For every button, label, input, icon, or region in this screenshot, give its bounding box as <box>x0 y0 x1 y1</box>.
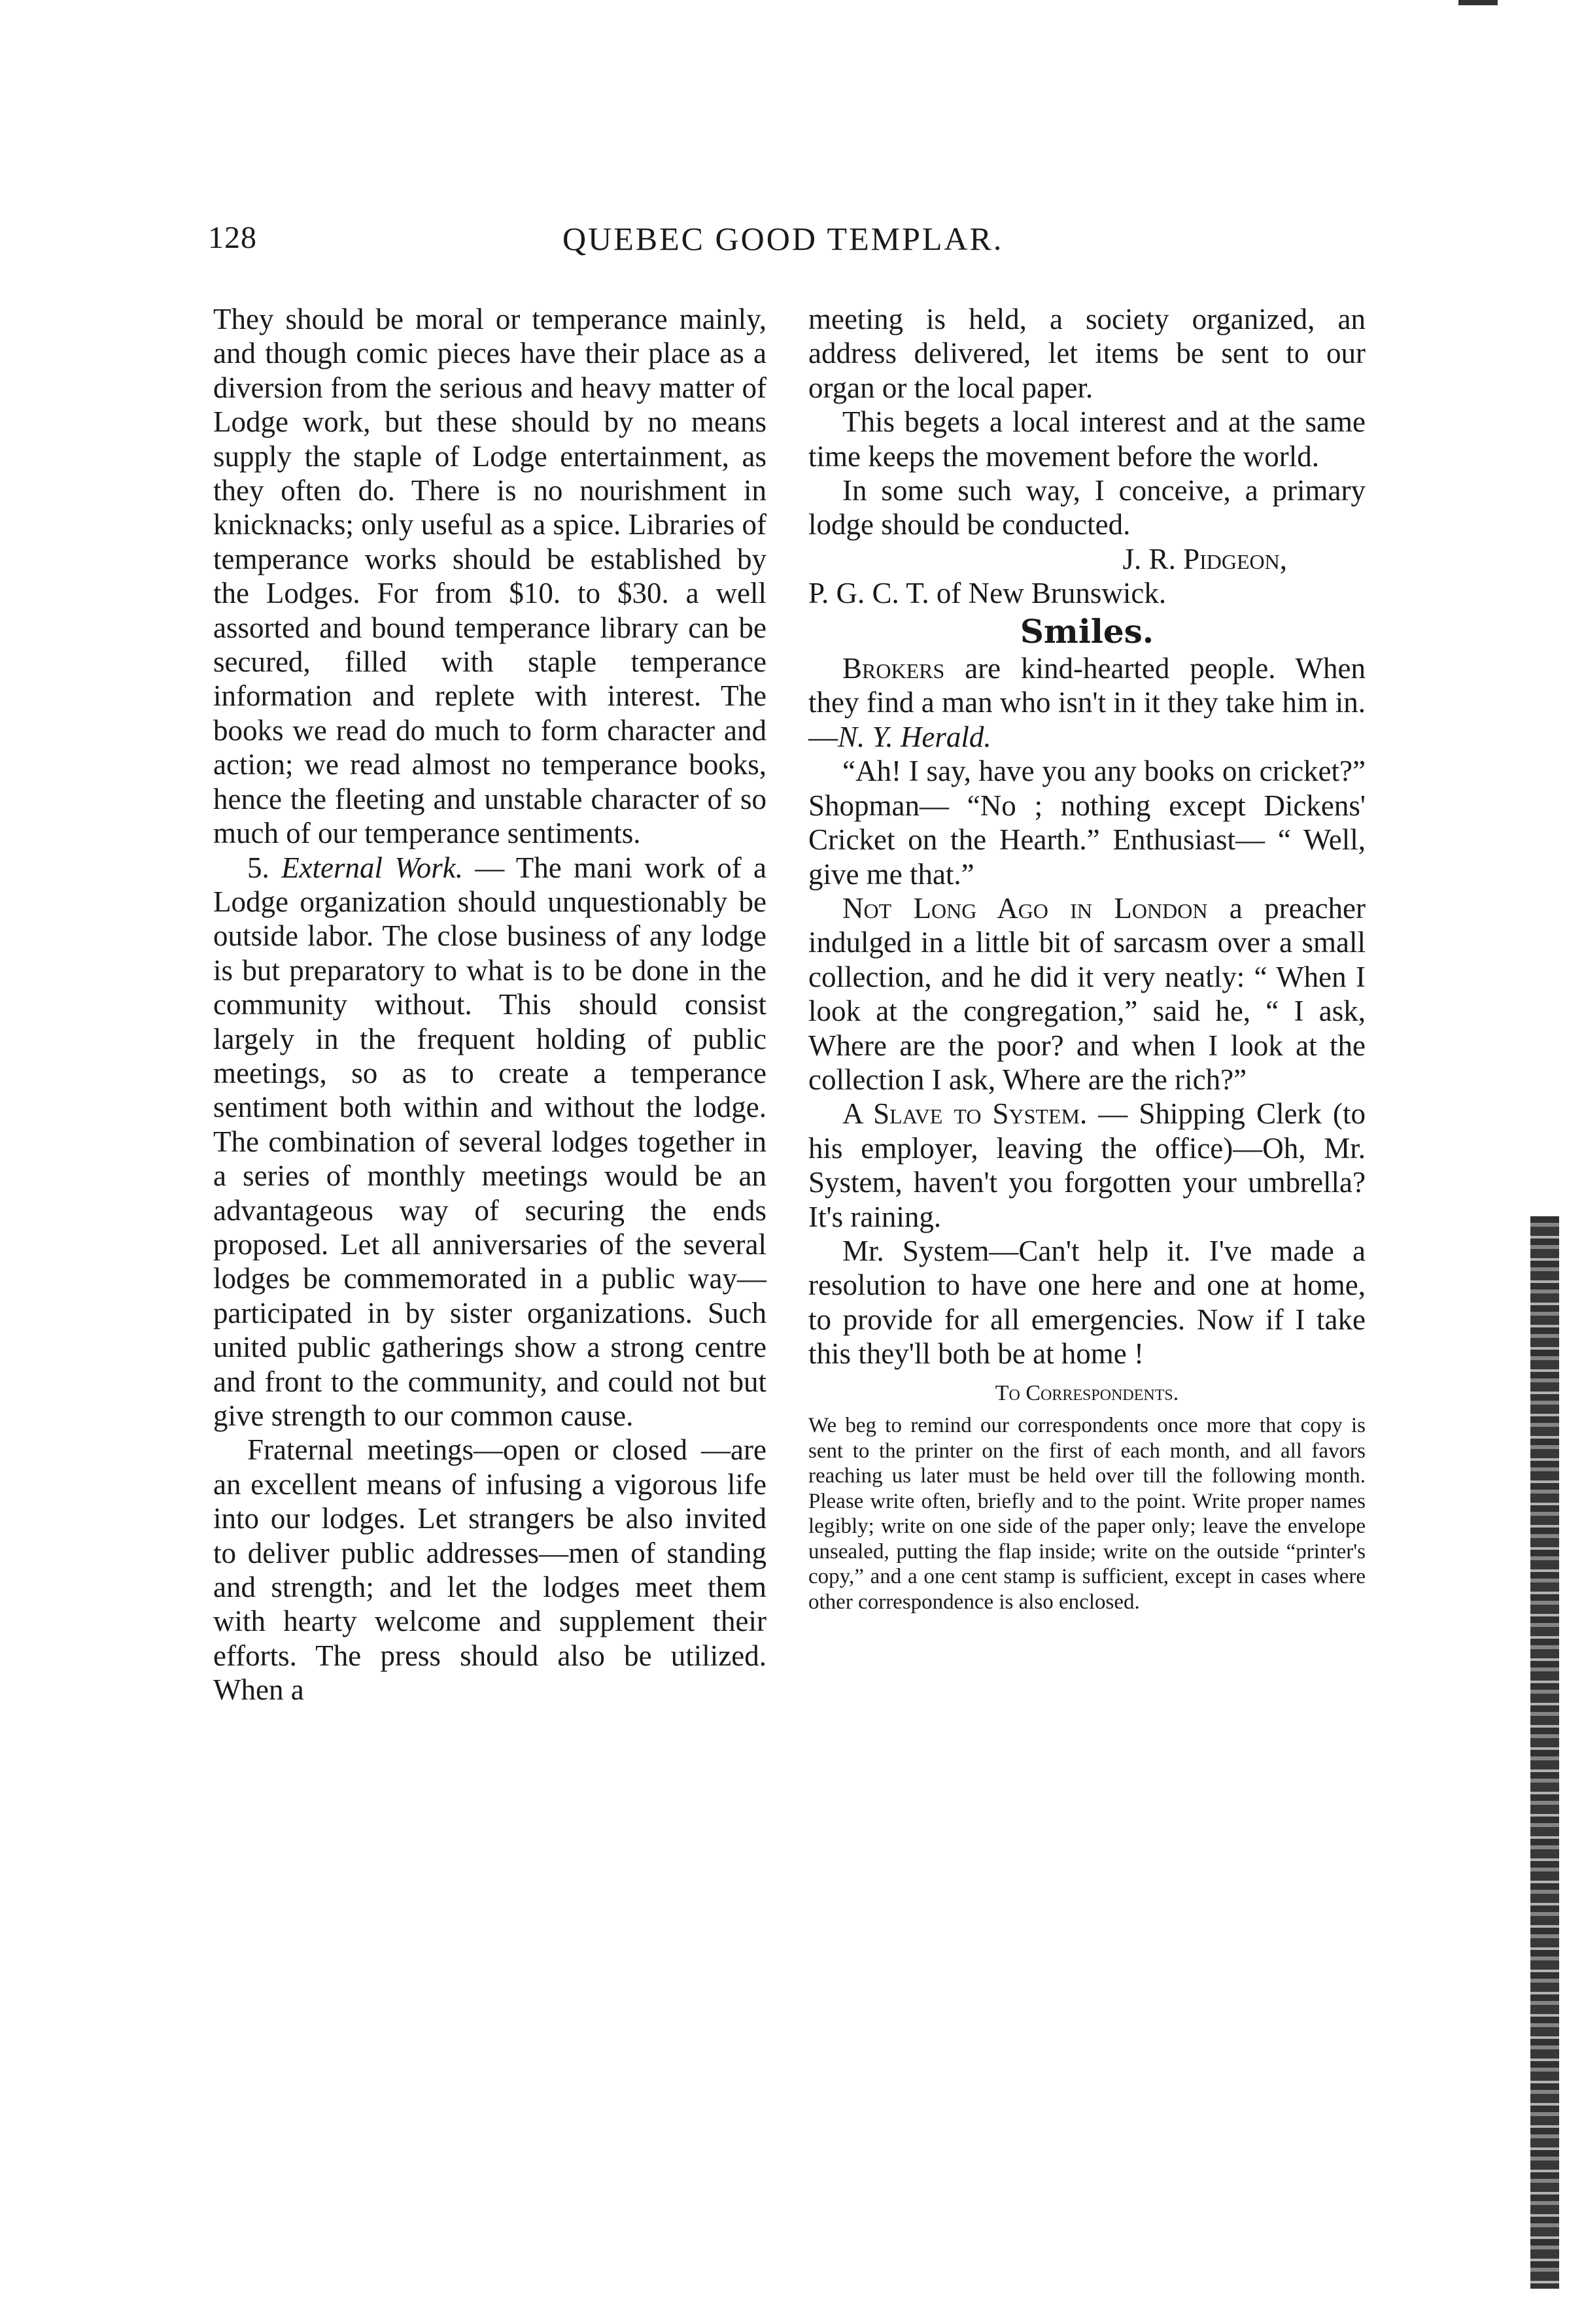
section-body: — The mani work of a Lodge organization should unquestionably be outside labor. The close business of any lodge is but preparatory to what is to be done in the community without. This should consist largely in the frequent holding of public meetings, so as to create a temperance sentiment both within and without the lodge. The combination of several lodges together in a series of monthly meetings would be an advantageous way of securing the ends proposed. Let all anniversaries of the several lodges be commemorated in a public way—participated in by sister organizations. Such united public gatherings show a strong centre and front to the community, and could not but give strength to our common cause. <box>213 851 766 1432</box>
joke-system-reply: Mr. System—Can't help it. I've made a resolution to have one here and one at home, to provide for all emergencies. Now if I take this they'll both be at home ! <box>808 1234 1366 1371</box>
joke-body: a preacher indulged in a little bit of sarcasm over a small collection, and he did it very neatly: “ When I look at the congregation,” said he, “ I ask, Where are the poor? and when I look at the collection I ask, Where are the rich?” <box>808 891 1366 1096</box>
smiles-heading: Smiles. <box>1020 611 1154 651</box>
joke-cricket: “Ah! I say, have you any books on cricket?” Shopman— “No ; nothing except Dickens' Cricket on the Hearth.” Enthusiast— “ Well, give me that.” <box>808 755 1366 891</box>
joke-source: N. Y. Herald. <box>838 720 991 753</box>
joke-body: — Shipping Clerk (to his employer, leaving the office)—Oh, Mr. System, haven't you forgotten your umbrella? It's raining. <box>808 1097 1366 1233</box>
section-heading-external-work: External Work. <box>281 851 463 884</box>
page-edge-strip <box>1530 1216 1559 2289</box>
signature-name: J. R. Pidgeon, <box>1122 542 1287 575</box>
joke-lead: A Slave to System. <box>842 1097 1088 1131</box>
right-paragraph-3: In some such way, I conceive, a primary lodge should be conducted. <box>808 474 1366 541</box>
right-column <box>808 302 1366 1615</box>
joke-lead: Not Long Ago in London <box>842 891 1208 925</box>
right-paragraph-1: meeting is held, a society organized, an address delivered, let items be sent to our organ or the local paper. <box>808 303 1366 404</box>
right-paragraph-2: This begets a local interest and at the same time keeps the movement before the world. <box>808 405 1366 473</box>
left-paragraph-2 <box>213 851 766 1433</box>
page-number: 128 <box>208 220 257 255</box>
joke-london <box>808 891 1366 1097</box>
left-paragraph-1: They should be moral or temperance mainly, and though comic pieces have their place as a diversion from the serious and heavy matter of Lodge work, but these should by no means supply the staple of Lodge entertainment, as they often do. There is no nourishment in knicknacks; only useful as a spice. Libraries of temperance works should be established by the Lodges. For from $10. to $30. a well assorted and bound temperance library can be secured, filled with staple temperance information and replete with interest. The books we read do much to form character and action; we read almost no temperance books, hence the fleeting and unstable character of so much of our temperance sentiments. <box>213 303 766 850</box>
joke-body: are kind-hearted people. When they find a man who isn't in it they take him in.— <box>808 652 1366 753</box>
corner-mark <box>1458 0 1498 5</box>
signature-title: P. G. C. T. of New Brunswick. <box>808 577 1167 610</box>
left-paragraph-3: Fraternal meetings—open or closed —are an excellent means of infusing a vigorous life into our lodges. Let strangers be also invited to deliver public addresses—men of standing and strength; and let the lodges meet them with hearty welcome and supplement their efforts. The press should also be utilized. When a <box>213 1433 766 1707</box>
section-number: 5. <box>247 851 269 884</box>
joke-brokers <box>808 651 1366 754</box>
running-title: QUEBEC GOOD TEMPLAR. <box>562 220 1004 257</box>
left-column <box>213 302 766 1707</box>
joke-lead: Brokers <box>842 652 945 685</box>
notice-body: We beg to remind our correspondents once more that copy is sent to the printer on the first of each month, and all favors reaching us later must be held over till the following month. Please write often, briefly and to the point. Write proper names legibly; write on one side of the paper only; leave the envelope unsealed, putting the flap inside; write on the outside “printer's copy,” and a one cent stamp is sufficient, except in cases where other correspondence is also enclosed. <box>808 1414 1366 1614</box>
joke-system <box>808 1097 1366 1234</box>
notice-heading: To Correspondents. <box>995 1380 1179 1405</box>
